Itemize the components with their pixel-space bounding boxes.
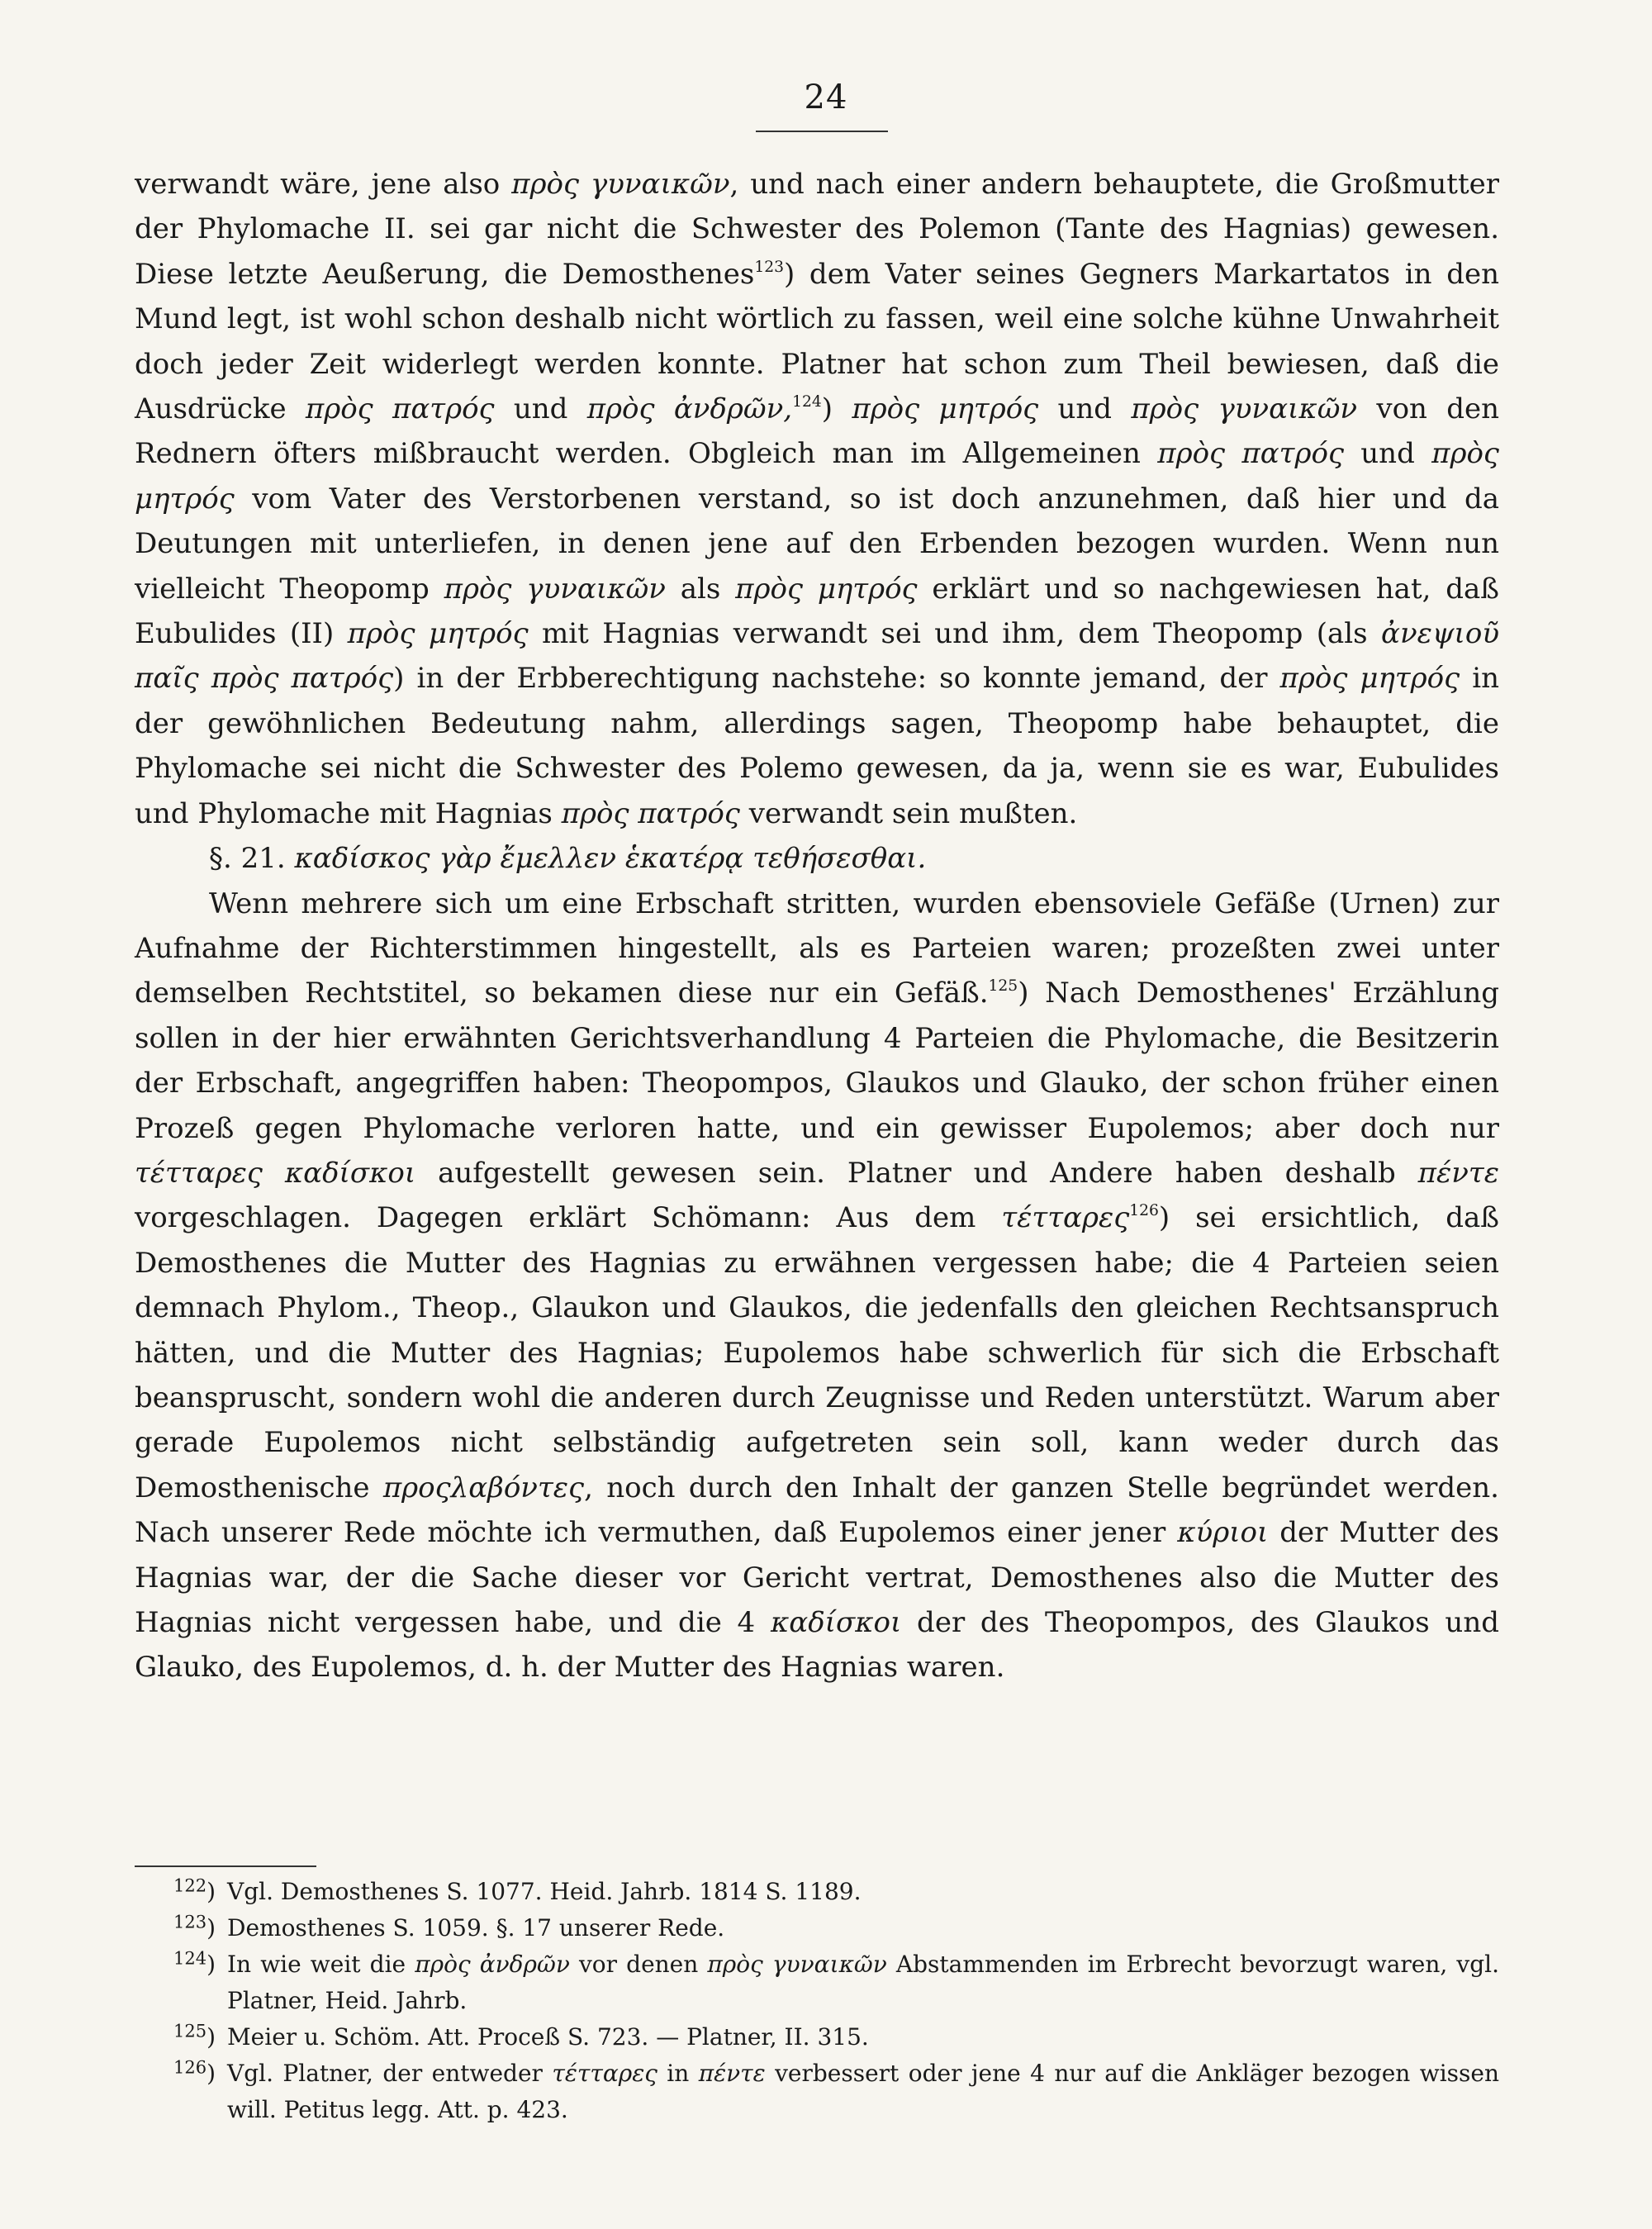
footnote-123: $^{123}$) Demosthenes S. 1059. §. 17 unserer Rede. xyxy=(173,1912,725,1941)
header-rule xyxy=(756,131,888,132)
footnote-124: $^{124}$) In wie weit die πρὸς ἀνδρῶν vor denen πρὸς γυναικῶν Abstammenden im Erbrecht bevorzugt waren, vgl. Platner, Heid. Jahrb. xyxy=(173,1948,1499,2014)
main-text xyxy=(135,162,1499,1690)
text-run: Wenn mehrere sich um eine Erbschaft stritten, wurden ebensoviele Gefäße (Urnen) zur Aufnahme der Richterstimmen hingestellt, als es Parteien waren; prozeßten zwei unter demselben Rechtstitel, so bekamen diese nur ein Gefäß. xyxy=(135,886,1499,1010)
page-number: 24 xyxy=(804,78,848,116)
footnote-ref-126[interactable]: 126 xyxy=(1129,1202,1159,1220)
text-run: , und nach einer andern behauptete, die Großmutter der Phylomache II. sei gar nicht die Schwester des Polemon (Tante des Hagnias) gewesen. Diese letzte Aeußerung, die Demosthenes xyxy=(135,168,1500,291)
text-run: ) in der Erbberechtigung nachstehe: so konnte jemand, der xyxy=(393,662,1280,696)
section-heading xyxy=(135,836,1499,881)
greek-phrase: πρὸς μητρός xyxy=(135,437,1499,516)
footnote-text: Meier u. Schöm. Att. Proceß S. 723. — Platner, II. 315. xyxy=(227,2023,869,2051)
text-run: ) xyxy=(821,392,852,426)
text-run: in der gewöhnlichen Bedeutung nahm, allerdings sagen, Theopomp habe behauptet, die Phylomache sei nicht die Schwester des Polemo gewesen, da ja, wenn sie es war, Eubulides und Phylomache mit Hagnias xyxy=(135,662,1499,830)
text-run: aufgestellt gewesen sein. Platner und Andere haben deshalb xyxy=(415,1156,1418,1190)
greek-phrase: πρὸς μητρός xyxy=(852,392,1039,426)
text-run: und xyxy=(1343,437,1432,471)
greek-phrase: πρὸς ἀνδρῶν xyxy=(415,1951,570,1978)
section-label: §. 21. xyxy=(209,842,295,876)
footnote-number: 125 xyxy=(173,2021,207,2041)
section-greek-title: καδίσκος γὰρ ἔμελλεν ἑκατέρᾳ τεθήσεσθαι. xyxy=(294,842,927,876)
paragraph-1 xyxy=(135,162,1499,836)
greek-phrase: πρὸς γυναικῶν xyxy=(511,168,730,201)
text-run: und xyxy=(494,392,587,426)
footnote-text: in xyxy=(657,2060,699,2087)
text-run: verwandt wäre, jene also xyxy=(135,168,512,201)
footnote-text: In wie weit die xyxy=(227,1951,415,1978)
text-run: ) dem Vater seines Gegners Markartatos in den Mund legt, ist wohl schon deshalb nicht wörtlich zu fassen, weil eine solche kühne Unwahrheit doch jeder Zeit widerlegt werden konnte. Platner hat schon zum Theil bewiesen, daß die Ausdrücke xyxy=(135,257,1499,426)
text-run: erklärt und so nachgewiesen hat, daß Eubulides (II) xyxy=(135,572,1499,651)
footnote-number: 124 xyxy=(173,1948,207,1969)
greek-phrase: πρὸς ἀνδρῶν, xyxy=(586,392,793,426)
greek-phrase: πρὸς πατρός xyxy=(305,392,495,426)
text-run: mit Hagnias verwandt sei und ihm, dem Theopomp (als xyxy=(528,617,1381,651)
greek-phrase: πρὸς μητρός xyxy=(1279,662,1460,696)
text-run: , noch durch den Inhalt der ganzen Stelle begründet werden. Nach unserer Rede möchte ich vermuthen, daß Eupolemos einer jener xyxy=(135,1471,1499,1550)
footnote-text: Demosthenes S. 1059. §. 17 unserer Rede. xyxy=(227,1914,725,1941)
greek-phrase: κύριοι xyxy=(1177,1516,1269,1550)
greek-phrase: ἀνεψιοῦ παῖς πρὸς πατρός xyxy=(135,617,1499,696)
greek-phrase: πρὸς πατρός xyxy=(561,796,740,830)
greek-phrase: τέτταρες xyxy=(1001,1201,1130,1235)
text-run: verwandt sein mußten. xyxy=(739,796,1078,830)
greek-phrase: πρὸς γυναικῶν xyxy=(444,572,666,606)
footnote-text: Vgl. Demosthenes S. 1077. Heid. Jahrb. 1814 S. 1189. xyxy=(227,1878,862,1905)
footnote-text: verbessert oder jene 4 nur auf die Ankläger bezogen wissen will. Petitus legg. Att. p. 423. xyxy=(227,2060,1499,2123)
footnote-text: Vgl. Platner, der entweder xyxy=(227,2060,553,2087)
greek-phrase: καδίσκοι xyxy=(770,1606,902,1639)
text-run: ) Nach Demosthenes' Erzählung sollen in der hier erwähnten Gerichtsverhandlung 4 Parteien die Phylomache, die Besitzerin der Erbschaft, angegriffen haben: Theopompos, Glaukos und Glauko, der schon früher einen Prozeß gegen Phylomache verloren hatte, und ein gewisser Eupolemos; aber doch nur xyxy=(135,977,1499,1145)
text-run: und xyxy=(1038,392,1132,426)
footnote-number: 122 xyxy=(173,1875,207,1896)
greek-phrase: πρὸς πατρός xyxy=(1157,437,1344,471)
greek-phrase: τέτταρες καδίσκοι xyxy=(135,1156,416,1190)
greek-phrase: πρὸς γυναικῶν xyxy=(1131,392,1358,426)
footnote-ref-125[interactable]: 125 xyxy=(988,977,1018,996)
footnote-125: $^{125}$) Meier u. Schöm. Att. Proceß S. 723. — Platner, II. 315. xyxy=(173,2021,869,2051)
greek-phrase: τέτταρες xyxy=(552,2060,657,2087)
footnote-text: vor denen xyxy=(569,1951,708,1978)
greek-phrase: πρὸς γυναικῶν xyxy=(707,1951,887,1978)
text-run: der des Theopompos, des Glaukos und Glauko, des Eupolemos, d. h. der Mutter des Hagnias waren. xyxy=(135,1606,1499,1685)
text-run: vom Vater des Verstorbenen verstand, so ist doch anzunehmen, daß hier und da Deutungen mit unterliefen, in denen jene auf den Erbenden bezogen wurden. Wenn nun vielleicht Theopomp xyxy=(135,482,1499,606)
greek-phrase: πρὸς μητρός xyxy=(735,572,918,606)
greek-phrase: πέντε xyxy=(1417,1156,1499,1190)
text-run: als xyxy=(665,572,736,606)
footnote-ref-124[interactable]: 124 xyxy=(792,393,822,411)
text-run: der Mutter des Hagnias war, der die Sache dieser vor Gericht vertrat, Demosthenes also die Mutter des Hagnias nicht vergessen habe, und die 4 xyxy=(135,1516,1499,1639)
footnotes xyxy=(135,1874,1499,2128)
greek-phrase: προςλαβόντες xyxy=(382,1471,585,1504)
text-run: von den Rednern öfters mißbraucht werden. Obgleich man im Allgemeinen xyxy=(135,392,1499,471)
footnote-number: 123 xyxy=(173,1912,207,1932)
text-run: vorgeschlagen. Dagegen erklärt Schömann: Aus dem xyxy=(135,1201,1002,1235)
footnote-rule xyxy=(135,1865,316,1867)
footnote-ref-123[interactable]: 123 xyxy=(754,258,784,276)
greek-phrase: πέντε xyxy=(698,2060,766,2087)
greek-phrase: πρὸς μητρός xyxy=(347,617,529,651)
text-run: ) sei ersichtlich, daß Demosthenes die Mutter des Hagnias zu erwähnen vergessen habe; die 4 Parteien seien demnach Phylom., Theop., Glaukon und Glaukos, die jedenfalls den gleichen Rechtsanspruch hätten, und die Mutter des Hagnias; Eupolemos habe schwerlich für sich die Erbschaft beanspruscht, sondern wohl die anderen durch Zeugnisse und Reden unterstützt. Warum aber gerade Eupolemos nicht selbständig aufgetreten sein soll, kann weder durch das Demosthenische xyxy=(135,1201,1499,1504)
footnote-text: Abstammenden im Erbrecht bevorzugt waren, vgl. Platner, Heid. Jahrb. xyxy=(227,1951,1499,2014)
footnote-122: $^{122}$) Vgl. Demosthenes S. 1077. Heid. Jahrb. 1814 S. 1189. xyxy=(173,1875,862,1905)
footnote-126: $^{126}$) Vgl. Platner, der entweder τέτταρες in πέντε verbessert oder jene 4 nur auf die Ankläger bezogen wissen will. Petitus legg. Att. p. 423. xyxy=(173,2057,1499,2123)
paragraph-2 xyxy=(135,882,1499,1690)
footnote-number: 126 xyxy=(173,2057,207,2078)
